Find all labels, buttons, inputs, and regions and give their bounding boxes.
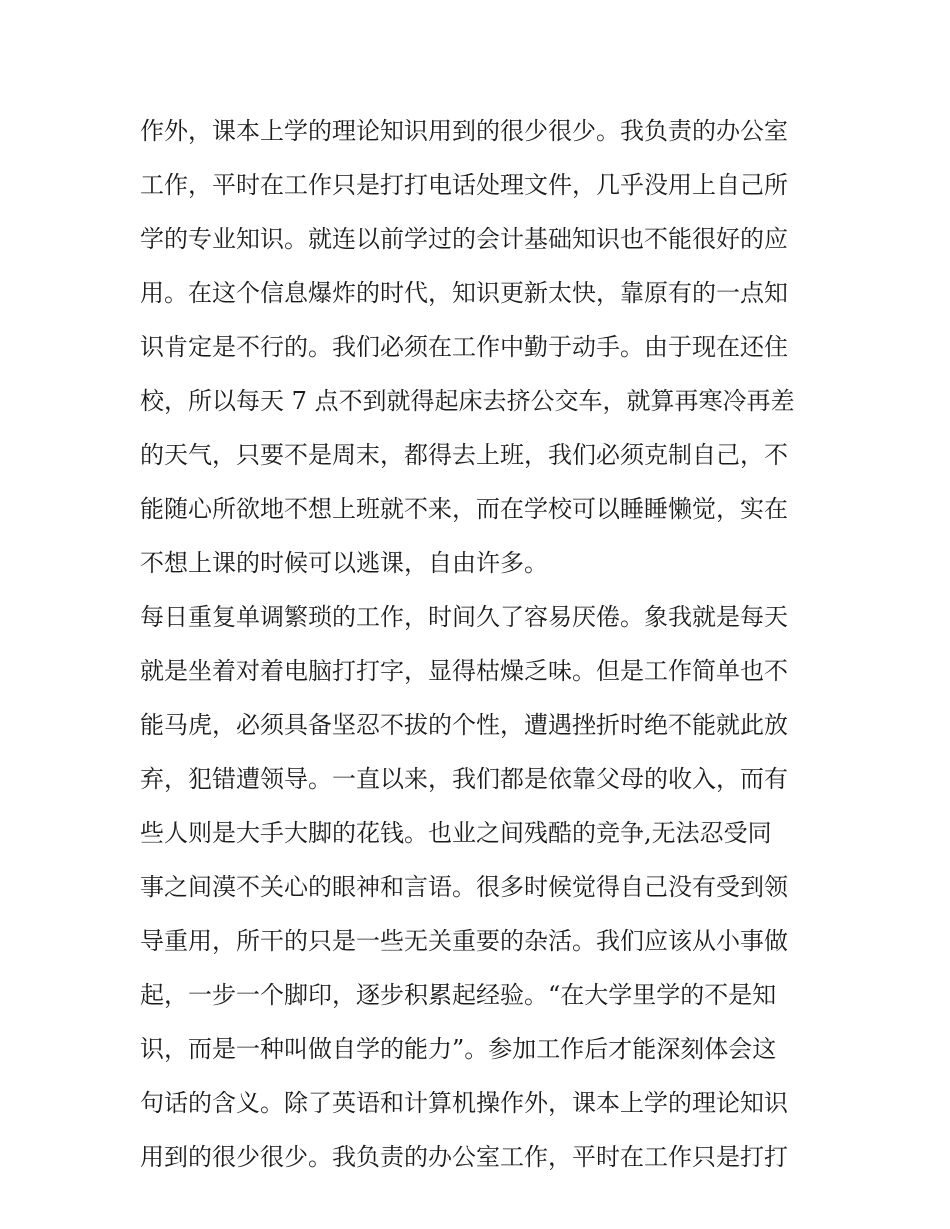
text-line: 作外，课本上学的理论知识用到的很少很少。我负责的办公室	[140, 117, 788, 145]
body-text	[140, 104, 820, 1184]
text-line: 能马虎，必须具备坚忍不拔的个性，遭遇挫折时绝不能就此放	[140, 711, 788, 739]
text-line: 起，一步一个脚印，逐步积累起经验。“在大学里学的不是知	[140, 981, 777, 1009]
text-line: 弃，犯错遭领导。一直以来，我们都是依靠父母的收入，而有	[140, 765, 788, 793]
text-line: 校，所以每天 7 点不到就得起床去挤公交车，就算再寒冷再差	[140, 387, 795, 415]
text-line: 工作，平时在工作只是打打电话处理文件，几乎没用上自己所	[140, 171, 788, 199]
text-line: 事之间漠不关心的眼神和言语。很多时候觉得自己没有受到领	[140, 873, 788, 901]
text-line: 每日重复单调繁琐的工作，时间久了容易厌倦。象我就是每天	[140, 603, 788, 631]
text-line: 识肯定是不行的。我们必须在工作中勤于动手。由于现在还住	[140, 333, 788, 361]
text-line: 句话的含义。除了英语和计算机操作外，课本上学的理论知识	[140, 1089, 788, 1117]
text-line: 识，而是一种叫做自学的能力”。参加工作后才能深刻体会这	[140, 1035, 777, 1063]
text-line: 些人则是大手大脚的花钱。也业之间残酷的竞争,无法忍受同	[140, 819, 772, 847]
text-line: 用到的很少很少。我负责的办公室工作，平时在工作只是打打	[140, 1143, 788, 1171]
text-line: 用。在这个信息爆炸的时代，知识更新太快，靠原有的一点知	[140, 279, 788, 307]
text-line: 能随心所欲地不想上班就不来，而在学校可以睡睡懒觉，实在	[140, 495, 788, 523]
text-line: 不想上课的时候可以逃课，自由许多。	[140, 549, 548, 577]
text-line: 导重用，所干的只是一些无关重要的杂活。我们应该从小事做	[140, 927, 788, 955]
text-line: 的天气，只要不是周末，都得去上班，我们必须克制自己，不	[140, 441, 788, 469]
text-line: 就是坐着对着电脑打打字，显得枯燥乏味。但是工作简单也不	[140, 657, 788, 685]
text-line: 学的专业知识。就连以前学过的会计基础知识也不能很好的应	[140, 225, 788, 253]
